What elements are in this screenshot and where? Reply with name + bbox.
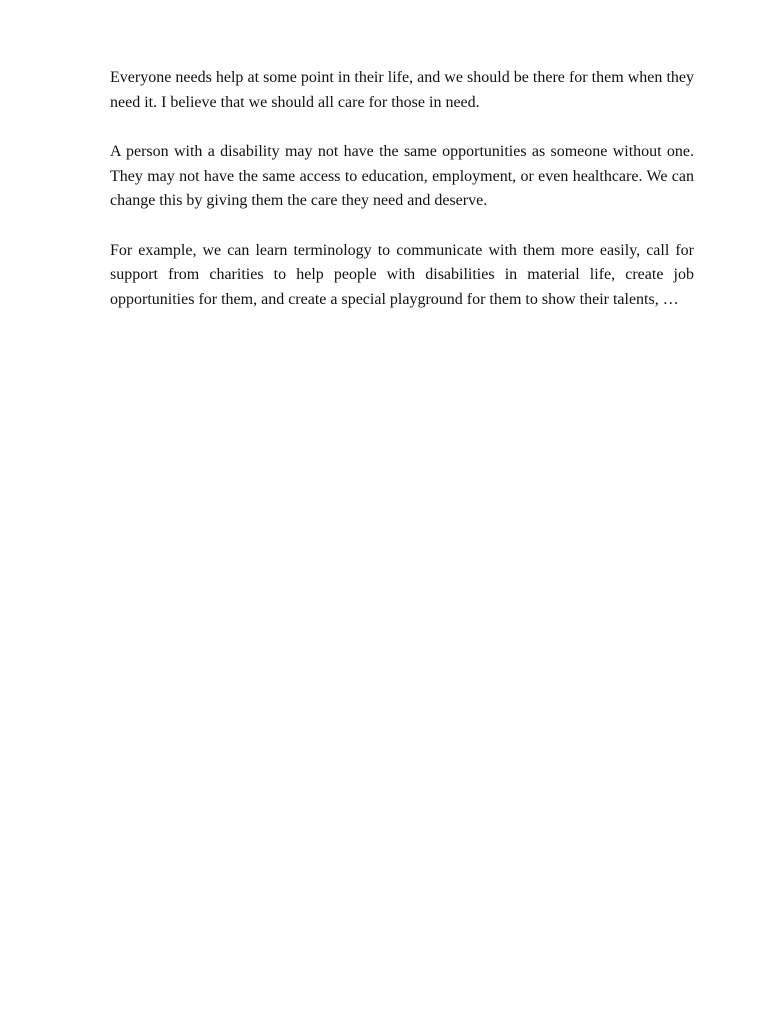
paragraph: A person with a disability may not have the same opportunities as someone without one. They may not have the same access to education, employment, or even healthcare. We can change this by giving them the care they need and deserve. xyxy=(110,143,694,209)
paragraph: For example, we can learn terminology to communicate with them more easily, call for support from charities to help people with disabilities in material life, create job opportunities for them, and create a special playground for them to show their talents, … xyxy=(110,241,694,308)
document-body xyxy=(110,66,694,337)
paragraph: Everyone needs help at some point in their life, and we should be there for them when they need it. I believe that we should all care for those in need. xyxy=(110,69,694,111)
